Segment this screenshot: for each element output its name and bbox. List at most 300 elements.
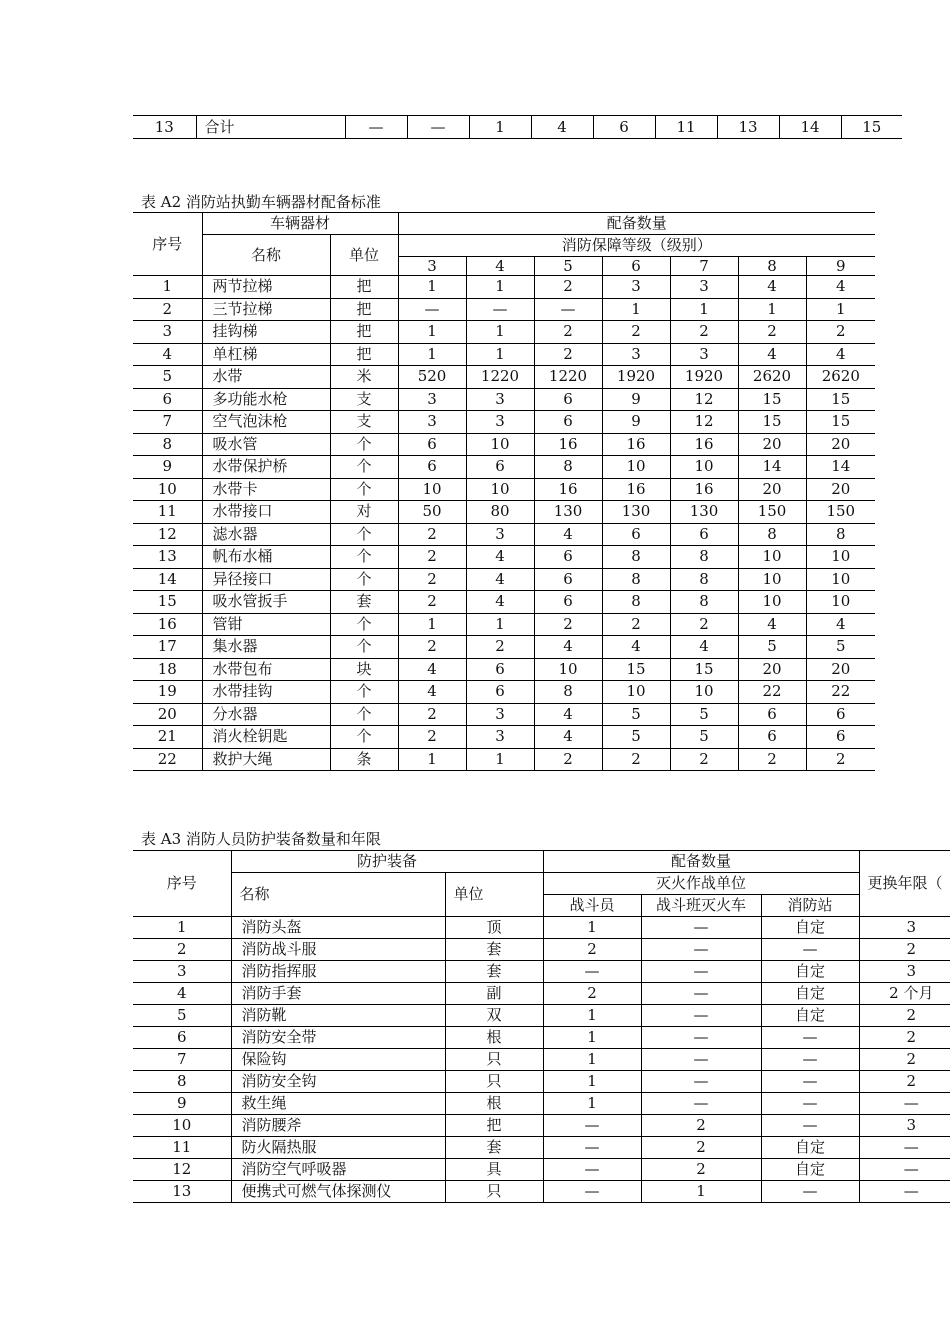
table-cell: 2: [859, 1049, 950, 1071]
table-cell: —: [761, 1093, 859, 1115]
table-cell: 2: [641, 1159, 761, 1181]
table-cell: 4: [466, 568, 534, 591]
table-cell: 顶: [445, 917, 543, 939]
table-cell: 自定: [761, 1005, 859, 1027]
table-cell: 1: [398, 343, 466, 366]
protective-header: 防护装备: [231, 851, 543, 873]
table-cell: —: [761, 1049, 859, 1071]
table-cell: 个: [330, 478, 398, 501]
table-cell: 双: [445, 1005, 543, 1027]
table-cell: 10: [670, 456, 738, 479]
table-cell: 1: [543, 1049, 641, 1071]
table-row: [133, 748, 875, 771]
table-cell: 8: [133, 1071, 231, 1093]
table-row: [133, 613, 875, 636]
station-header: 消防站: [761, 895, 859, 917]
table-cell: 6: [534, 411, 602, 434]
table-cell: —: [641, 983, 761, 1005]
table-row: [133, 433, 875, 456]
item-name: 消防战斗服: [231, 939, 445, 961]
table-cell: 10: [738, 546, 806, 569]
item-name: 分水器: [202, 703, 330, 726]
table-cell: 1920: [602, 366, 670, 389]
item-name: 水带接口: [202, 501, 330, 524]
table-cell: —: [543, 1137, 641, 1159]
table-cell: 3: [859, 961, 950, 983]
table-cell: 10: [806, 568, 875, 591]
table-cell: 20: [806, 478, 875, 501]
table-cell: —: [761, 1115, 859, 1137]
table-cell: 米: [330, 366, 398, 389]
summary-table-body: [133, 116, 902, 139]
table-cell: 2: [670, 613, 738, 636]
table-cell: 1220: [534, 366, 602, 389]
table-row: [133, 703, 875, 726]
item-name: 消防靴: [231, 1005, 445, 1027]
table-cell: 10: [133, 478, 202, 501]
item-name: 消防指挥服: [231, 961, 445, 983]
table-cell: 13: [133, 546, 202, 569]
table-cell: 3: [670, 343, 738, 366]
table-cell: 13: [133, 1181, 231, 1203]
table-row: [133, 726, 875, 749]
table-cell: 1: [133, 917, 231, 939]
table-cell: 16: [133, 613, 202, 636]
table-row: [133, 478, 875, 501]
table-cell: 根: [445, 1027, 543, 1049]
table-cell: 17: [133, 636, 202, 659]
table-row: [133, 321, 875, 344]
item-name: 滤水器: [202, 523, 330, 546]
table-cell: 3: [602, 276, 670, 299]
fire-unit-header: 灭火作战单位: [543, 873, 859, 895]
table-cell: 4: [738, 276, 806, 299]
table-cell: 支: [330, 388, 398, 411]
table-cell: 6: [466, 658, 534, 681]
table-row: [133, 983, 950, 1005]
table-cell: 9: [602, 411, 670, 434]
table-a2: [133, 212, 875, 771]
table-cell: 把: [330, 343, 398, 366]
table-cell: 5: [670, 726, 738, 749]
table-cell: —: [543, 1115, 641, 1137]
name-header: 名称: [231, 873, 445, 917]
item-name: 消防空气呼吸器: [231, 1159, 445, 1181]
table-cell: 2: [534, 613, 602, 636]
table-cell: 1: [806, 298, 875, 321]
table-cell: 3: [859, 1115, 950, 1137]
table-cell: —: [859, 1137, 950, 1159]
table-cell: 10: [398, 478, 466, 501]
table-row: [133, 411, 875, 434]
table-cell: 8: [602, 546, 670, 569]
table-cell: 2: [859, 939, 950, 961]
table-cell: 150: [738, 501, 806, 524]
item-name: 单杠梯: [202, 343, 330, 366]
table-cell: —: [534, 298, 602, 321]
item-name: 消火栓钥匙: [202, 726, 330, 749]
table-cell: 10: [806, 546, 875, 569]
table-cell: 20: [806, 433, 875, 456]
table-cell: 19: [133, 681, 202, 704]
item-name: 水带挂钩: [202, 681, 330, 704]
table-cell: —: [761, 939, 859, 961]
table-cell: 只: [445, 1071, 543, 1093]
table-cell: 8: [534, 681, 602, 704]
table-cell: 1: [398, 748, 466, 771]
table-cell: 4: [398, 681, 466, 704]
table-cell: 8: [534, 456, 602, 479]
table-cell: 只: [445, 1049, 543, 1071]
table-row: [133, 658, 875, 681]
table-cell: 2: [398, 636, 466, 659]
table-cell: 3: [398, 411, 466, 434]
table-cell: 2: [398, 703, 466, 726]
table-cell: 1: [466, 748, 534, 771]
table-cell: 5: [670, 703, 738, 726]
table-cell: 自定: [761, 917, 859, 939]
table-cell: 2: [534, 276, 602, 299]
table-row: [133, 116, 902, 139]
table-cell: 7: [133, 411, 202, 434]
table-cell: 10: [534, 658, 602, 681]
table-cell: 6: [466, 456, 534, 479]
table-cell: 21: [133, 726, 202, 749]
table-cell: 3: [602, 343, 670, 366]
level-column-header: 3: [398, 257, 466, 276]
table-cell: 2: [543, 983, 641, 1005]
table-cell: 8: [133, 433, 202, 456]
table-row: [133, 546, 875, 569]
table-cell: 4: [738, 343, 806, 366]
table-row: [133, 917, 950, 939]
table-cell: 只: [445, 1181, 543, 1203]
item-name: 救护大绳: [202, 748, 330, 771]
item-name: 消防腰斧: [231, 1115, 445, 1137]
table-row: [133, 568, 875, 591]
table-cell: 1: [543, 1027, 641, 1049]
table-cell: 1: [543, 917, 641, 939]
table-cell: —: [641, 917, 761, 939]
item-name: 两节拉梯: [202, 276, 330, 299]
table-cell: 2: [398, 523, 466, 546]
table-cell: 对: [330, 501, 398, 524]
table-cell: 130: [670, 501, 738, 524]
table-cell: 1: [133, 276, 202, 299]
table-row: [133, 1049, 950, 1071]
item-name: 吸水管: [202, 433, 330, 456]
table-row: [133, 1181, 950, 1203]
table-cell: 6: [466, 681, 534, 704]
table-cell: 4: [133, 983, 231, 1005]
item-name: 帆布水桶: [202, 546, 330, 569]
table-cell: —: [543, 961, 641, 983]
table-row: [133, 961, 950, 983]
table-cell: 11: [133, 1137, 231, 1159]
table-cell: 个: [330, 636, 398, 659]
table-cell: 10: [670, 681, 738, 704]
table-cell: 10: [806, 591, 875, 614]
table-cell: 4: [806, 613, 875, 636]
table-cell: 6: [806, 726, 875, 749]
table-cell: 16: [534, 478, 602, 501]
item-name: 挂钩梯: [202, 321, 330, 344]
table-cell: 8: [602, 568, 670, 591]
table-cell: 4: [806, 276, 875, 299]
table-cell: 条: [330, 748, 398, 771]
table-a2-caption: 表 A2 消防站执勤车辆器材配备标准: [141, 193, 381, 211]
table-cell: 4: [738, 613, 806, 636]
table-cell: 1: [543, 1093, 641, 1115]
table-cell: 5: [738, 636, 806, 659]
item-name: 消防安全钩: [231, 1071, 445, 1093]
table-cell: —: [641, 1071, 761, 1093]
table-cell: 2: [602, 613, 670, 636]
table-cell: 4: [466, 546, 534, 569]
table-row: [133, 1115, 950, 1137]
table-cell: 2: [859, 1005, 950, 1027]
table-cell: 4: [670, 636, 738, 659]
table-row: [133, 1027, 950, 1049]
table-cell: 把: [330, 321, 398, 344]
table-cell: 3: [466, 726, 534, 749]
table-cell: 套: [330, 591, 398, 614]
item-name: 水带: [202, 366, 330, 389]
table-cell: 2: [466, 636, 534, 659]
table-cell: —: [859, 1181, 950, 1203]
table-cell: 4: [466, 591, 534, 614]
table-cell: 4: [534, 523, 602, 546]
table-cell: 6: [593, 116, 655, 139]
quantity-header: 配备数量: [398, 213, 875, 235]
level-column-header: 6: [602, 257, 670, 276]
table-a2-header: [133, 213, 875, 276]
table-cell: 9: [133, 1093, 231, 1115]
table-cell: 12: [670, 388, 738, 411]
table-cell: 套: [445, 1137, 543, 1159]
table-cell: 3: [133, 321, 202, 344]
level-header: 消防保障等级（级别）: [398, 235, 875, 257]
item-name: 管钳: [202, 613, 330, 636]
table-cell: —: [398, 298, 466, 321]
table-cell: 9: [602, 388, 670, 411]
table-cell: 1: [543, 1071, 641, 1093]
table-cell: 20: [738, 433, 806, 456]
item-name: 多功能水枪: [202, 388, 330, 411]
table-cell: 4: [398, 658, 466, 681]
table-cell: 2: [738, 748, 806, 771]
table-cell: —: [761, 1181, 859, 1203]
table-cell: 8: [670, 591, 738, 614]
table-a3: [133, 850, 950, 1203]
table-cell: —: [407, 116, 469, 139]
table-cell: 自定: [761, 983, 859, 1005]
table-cell: 2: [859, 1027, 950, 1049]
item-name: 空气泡沫枪: [202, 411, 330, 434]
table-cell: 自定: [761, 961, 859, 983]
table-cell: 自定: [761, 1137, 859, 1159]
table-cell: 副: [445, 983, 543, 1005]
table-cell: 22: [738, 681, 806, 704]
level-column-header: 7: [670, 257, 738, 276]
table-cell: 2: [641, 1115, 761, 1137]
table-cell: 8: [670, 568, 738, 591]
table-cell: 把: [330, 276, 398, 299]
table-cell: 22: [806, 681, 875, 704]
table-cell: 11: [655, 116, 717, 139]
quantity-header: 配备数量: [543, 851, 859, 873]
table-cell: 10: [602, 681, 670, 704]
table-row: [133, 636, 875, 659]
table-cell: 3: [398, 388, 466, 411]
table-cell: 1: [469, 116, 531, 139]
table-cell: 15: [738, 388, 806, 411]
table-row: [133, 343, 875, 366]
name-header: 名称: [202, 235, 330, 276]
table-cell: 16: [670, 433, 738, 456]
table-cell: 2: [398, 546, 466, 569]
table-cell: 2: [806, 748, 875, 771]
table-cell: 1920: [670, 366, 738, 389]
table-cell: 10: [738, 568, 806, 591]
level-column-header: 9: [806, 257, 875, 276]
table-cell: 2: [670, 321, 738, 344]
table-row: [133, 939, 950, 961]
table-cell: —: [859, 1093, 950, 1115]
table-cell: 10: [466, 433, 534, 456]
table-cell: 15: [133, 591, 202, 614]
table-cell: 把: [445, 1115, 543, 1137]
table-row: [133, 1137, 950, 1159]
table-cell: 12: [670, 411, 738, 434]
table-cell: 8: [738, 523, 806, 546]
table-cell: 20: [738, 658, 806, 681]
table-cell: 1: [398, 321, 466, 344]
table-cell: 520: [398, 366, 466, 389]
table-cell: 4: [534, 726, 602, 749]
table-cell: 2: [670, 748, 738, 771]
table-cell: 6: [738, 703, 806, 726]
table-cell: 1: [670, 298, 738, 321]
table-cell: 130: [602, 501, 670, 524]
table-cell: 1: [466, 321, 534, 344]
fighter-header: 战斗员: [543, 895, 641, 917]
table-cell: 6: [806, 703, 875, 726]
table-cell: 2: [398, 568, 466, 591]
table-cell: 6: [133, 1027, 231, 1049]
table-cell: 6: [398, 433, 466, 456]
level-column-header: 4: [466, 257, 534, 276]
table-cell: 16: [602, 478, 670, 501]
table-cell: 15: [841, 116, 902, 139]
table-cell: 套: [445, 939, 543, 961]
table-cell: 20: [738, 478, 806, 501]
table-cell: 14: [779, 116, 841, 139]
table-cell: 2: [398, 591, 466, 614]
table-cell: 具: [445, 1159, 543, 1181]
table-cell: 2 个月: [859, 983, 950, 1005]
table-cell: 80: [466, 501, 534, 524]
equipment-header: 车辆器材: [202, 213, 398, 235]
table-cell: 1: [398, 276, 466, 299]
table-cell: 套: [445, 961, 543, 983]
table-cell: —: [641, 1027, 761, 1049]
level-column-header: 5: [534, 257, 602, 276]
table-cell: 6: [602, 523, 670, 546]
table-cell: 2: [543, 939, 641, 961]
table-cell: —: [859, 1159, 950, 1181]
table-cell: 6: [534, 388, 602, 411]
table-cell: —: [543, 1159, 641, 1181]
table-cell: 3: [466, 523, 534, 546]
seq-header: 序号: [133, 213, 202, 276]
table-cell: 16: [534, 433, 602, 456]
table-cell: 2: [859, 1071, 950, 1093]
table-cell: 自定: [761, 1159, 859, 1181]
table-cell: 1: [641, 1181, 761, 1203]
table-cell: 15: [806, 411, 875, 434]
table-cell: 8: [670, 546, 738, 569]
table-cell: 16: [670, 478, 738, 501]
table-cell: 8: [806, 523, 875, 546]
table-cell: 1: [466, 343, 534, 366]
table-cell: 10: [738, 591, 806, 614]
table-cell: 2: [398, 726, 466, 749]
table-cell: 4: [133, 343, 202, 366]
table-row: [133, 523, 875, 546]
replace-years-header: 更换年限（: [859, 851, 950, 917]
table-row: [133, 591, 875, 614]
table-cell: 4: [534, 636, 602, 659]
table-cell: 合计: [196, 116, 345, 139]
table-cell: 5: [602, 703, 670, 726]
table-cell: 1220: [466, 366, 534, 389]
table-row: [133, 1159, 950, 1181]
item-name: 保险钩: [231, 1049, 445, 1071]
table-cell: 支: [330, 411, 398, 434]
table-cell: 2: [806, 321, 875, 344]
table-cell: —: [543, 1181, 641, 1203]
table-cell: 2: [534, 321, 602, 344]
table-cell: 11: [133, 501, 202, 524]
item-name: 异径接口: [202, 568, 330, 591]
table-cell: 9: [133, 456, 202, 479]
table-cell: 50: [398, 501, 466, 524]
table-cell: 8: [602, 591, 670, 614]
table-cell: 5: [806, 636, 875, 659]
table-cell: 3: [466, 411, 534, 434]
unit-header: 单位: [330, 235, 398, 276]
unit-header: 单位: [445, 873, 543, 917]
table-cell: 个: [330, 613, 398, 636]
table-cell: 2: [738, 321, 806, 344]
level-column-header: 8: [738, 257, 806, 276]
item-name: 集水器: [202, 636, 330, 659]
table-cell: 6: [738, 726, 806, 749]
table-row: [133, 1093, 950, 1115]
table-cell: 个: [330, 456, 398, 479]
item-name: 防火隔热服: [231, 1137, 445, 1159]
table-row: [133, 456, 875, 479]
table-cell: 14: [133, 568, 202, 591]
table-row: [133, 501, 875, 524]
table-cell: 3: [466, 703, 534, 726]
table-cell: 根: [445, 1093, 543, 1115]
table-cell: 15: [806, 388, 875, 411]
item-name: 水带卡: [202, 478, 330, 501]
table-cell: 2: [641, 1137, 761, 1159]
table-cell: 22: [133, 748, 202, 771]
